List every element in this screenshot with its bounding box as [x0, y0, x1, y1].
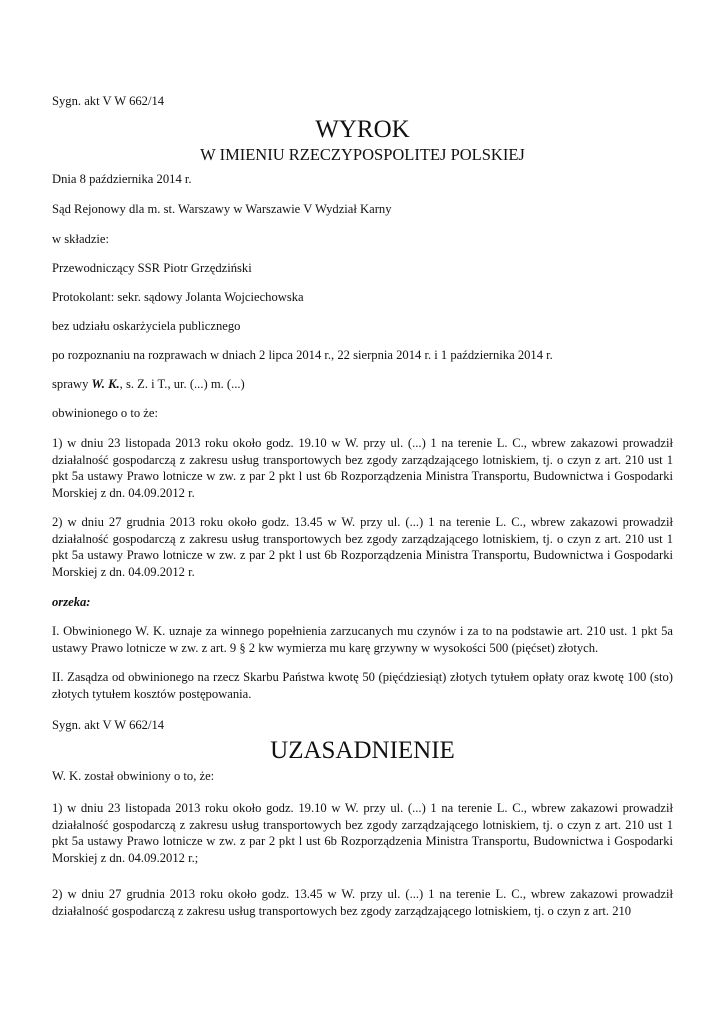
- ruling-1: I. Obwinionego W. K. uznaje za winnego popełnienia zarzucanych mu czynów i za to na podstawie art. 210 ust. 1 pkt 5a ustawy Prawo lotnicze w zw. z art. 9 § 2 kw wymierza mu karę grzywny w wysokości 500 (pięćset) złotych.: [52, 624, 673, 655]
- charge-1: 1) w dniu 23 listopada 2013 roku około godz. 19.10 w W. przy ul. (...) 1 na terenie L. C., wbrew zakazowi prowadził działalność gospodarczą z zakresu usług transportowych bez zgody zarządzającego lotniskiem, tj. o czyn z art. 210 ust 1 pkt 5a ustawy Prawo lotnicze w zw. z par 2 pkt l ust 6b Rozporządzenia Ministra Transportu, Budownictwa i Gospodarki Morskiej z dn. 04.09.2012 r.: [52, 436, 673, 500]
- justification-charge-2: 2) w dniu 27 grudnia 2013 roku około godz. 13.45 w W. przy ul. (...) 1 na terenie L. C., wbrew zakazowi prowadził działalność gospodarczą z zakresu usług transportowych bez zgody zarządzającego lotniskiem, tj. o czyn z art. 210: [52, 887, 673, 918]
- presiding-judge: Przewodniczący SSR Piotr Grzędziński: [52, 261, 252, 275]
- court-clerk: Protokolant: sekr. sądowy Jolanta Wojciechowska: [52, 290, 304, 304]
- case-prefix: sprawy: [52, 377, 92, 391]
- case-suffix: , s. Z. i T., ur. (...) m. (...): [119, 377, 245, 391]
- composition-label: w składzie:: [52, 232, 110, 246]
- verdict-subtitle: W IMIENIU RZECZYPOSPOLITEJ POLSKIEJ: [200, 145, 525, 164]
- court-name: Sąd Rejonowy dla m. st. Warszawy w Warszawie V Wydział Karny: [52, 202, 392, 216]
- case-line: [52, 376, 673, 393]
- defendant-name: W. K.: [91, 377, 120, 391]
- rules-label: orzeka:: [52, 595, 91, 609]
- case-signature-top: Sygn. akt V W 662/14: [52, 94, 165, 108]
- case-signature-justification: Sygn. akt V W 662/14: [52, 718, 165, 732]
- accused-of-label: obwinionego o to że:: [52, 406, 158, 420]
- hearing-dates: po rozpoznaniu na rozprawach w dniach 2 lipca 2014 r., 22 sierpnia 2014 r. i 1 października 2014 r.: [52, 348, 553, 362]
- charge-2: 2) w dniu 27 grudnia 2013 roku około godz. 13.45 w W. przy ul. (...) 1 na terenie L. C., wbrew zakazowi prowadził działalność gospodarczą z zakresu usług transportowych bez zgody zarządzającego lotniskiem, tj. o czyn z art. 210 ust 1 pkt 5a ustawy Prawo lotnicze w zw. z par 2 pkt l ust 6b Rozporządzenia Ministra Transportu, Budownictwa i Gospodarki Morskiej z dn. 04.09.2012 r.: [52, 515, 673, 579]
- justification-charge-1: 1) w dniu 23 listopada 2013 roku około godz. 19.10 w W. przy ul. (...) 1 na terenie L. C., wbrew zakazowi prowadził działalność gospodarczą z zakresu usług transportowych bez zgody zarządzającego lotniskiem, tj. o czyn z art. 210 ust 1 pkt 5a ustawy Prawo lotnicze w zw. z par 2 pkt l ust 6b Rozporządzenia Ministra Transportu, Budownictwa i Gospodarki Morskiej z dn. 04.09.2012 r.;: [52, 801, 673, 865]
- verdict-title: WYROK: [315, 116, 410, 143]
- justification-title: UZASADNIENIE: [270, 737, 455, 764]
- verdict-date: Dnia 8 października 2014 r.: [52, 172, 192, 186]
- prosecutor-note: bez udziału oskarżyciela publicznego: [52, 319, 241, 333]
- justification-intro: W. K. został obwiniony o to, że:: [52, 769, 215, 783]
- ruling-2: II. Zasądza od obwinionego na rzecz Skarbu Państwa kwotę 50 (pięćdziesiąt) złotych tytułem opłaty oraz kwotę 100 (sto) złotych tytułem kosztów postępowania.: [52, 670, 673, 701]
